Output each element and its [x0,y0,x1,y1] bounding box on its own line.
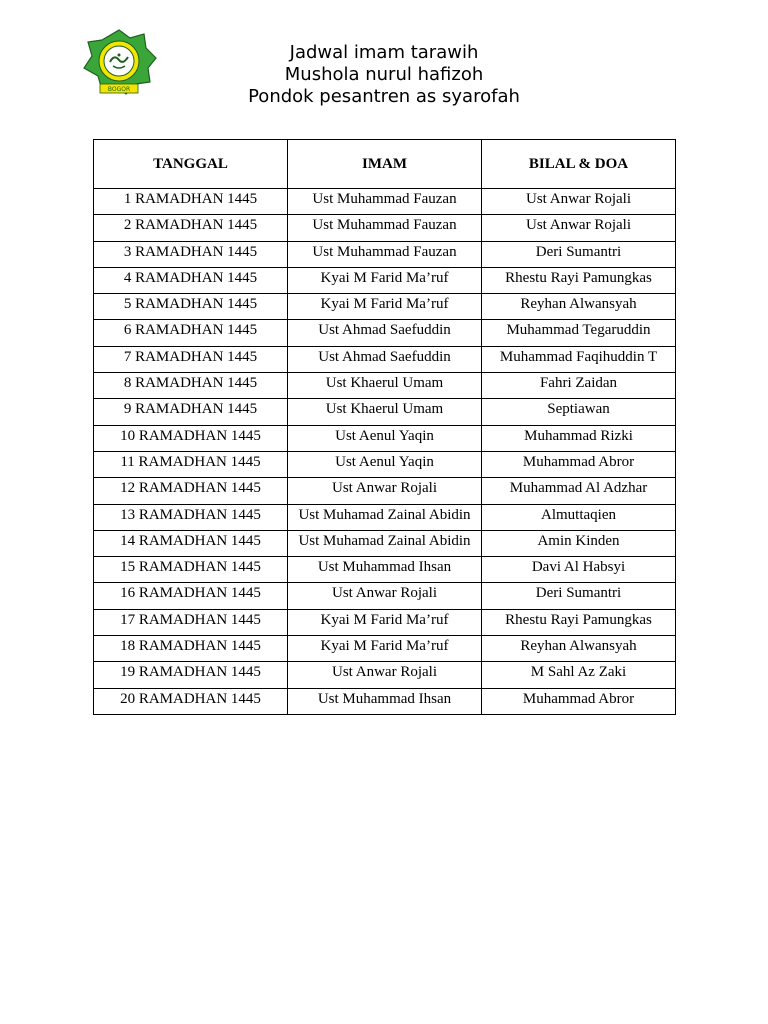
table-row [94,189,676,215]
table-row [94,241,676,267]
bilal-doa-cell: Muhammad Rizki [482,425,676,451]
tanggal-cell: 15 RAMADHAN 1445 [94,557,288,583]
bilal-doa-cell: Almuttaqien [482,504,676,530]
imam-cell: Ust Muhamad Zainal Abidin [288,504,482,530]
bilal-doa-cell: Septiawan [482,399,676,425]
imam-cell: Ust Ahmad Saefuddin [288,346,482,372]
table-header-row [94,140,676,189]
tanggal-cell: 3 RAMADHAN 1445 [94,241,288,267]
imam-cell: Ust Muhammad Fauzan [288,215,482,241]
column-header-bilal-doa: BILAL & DOA [482,140,676,189]
tanggal-cell: 18 RAMADHAN 1445 [94,636,288,662]
bilal-doa-cell: Muhammad Faqihuddin T [482,346,676,372]
header-title: Jadwal imam tarawih [289,42,479,63]
imam-cell: Ust Anwar Rojali [288,583,482,609]
table-row [94,320,676,346]
tanggal-cell: 14 RAMADHAN 1445 [94,530,288,556]
imam-cell: Ust Muhammad Fauzan [288,189,482,215]
header-subtitle-pondok: Pondok pesantren as syarofah [248,86,520,107]
column-header-imam: IMAM [288,140,482,189]
header-subtitle-mushola: Mushola nurul hafizoh [284,64,484,85]
table-row [94,504,676,530]
schedule-table [93,139,676,715]
table-row [94,373,676,399]
bilal-doa-cell: Rhestu Rayi Pamungkas [482,267,676,293]
table-row [94,294,676,320]
table-row [94,530,676,556]
tanggal-cell: 5 RAMADHAN 1445 [94,294,288,320]
imam-cell: Ust Anwar Rojali [288,478,482,504]
table-row [94,399,676,425]
tanggal-cell: 8 RAMADHAN 1445 [94,373,288,399]
table-row [94,636,676,662]
bilal-doa-cell: Fahri Zaidan [482,373,676,399]
imam-cell: Kyai M Farid Ma’ruf [288,609,482,635]
imam-cell: Kyai M Farid Ma’ruf [288,267,482,293]
imam-cell: Ust Muhammad Ihsan [288,688,482,714]
column-header-tanggal: TANGGAL [94,140,288,189]
bilal-doa-cell: Muhammad Abror [482,688,676,714]
table-row [94,557,676,583]
bilal-doa-cell: Reyhan Alwansyah [482,294,676,320]
imam-cell: Ust Muhammad Fauzan [288,241,482,267]
tanggal-cell: 2 RAMADHAN 1445 [94,215,288,241]
imam-cell: Ust Anwar Rojali [288,662,482,688]
logo-caption: BOGOR [107,86,131,93]
table-row [94,425,676,451]
bilal-doa-cell: Ust Anwar Rojali [482,215,676,241]
table-row [94,478,676,504]
bilal-doa-cell: Reyhan Alwansyah [482,636,676,662]
tanggal-cell: 4 RAMADHAN 1445 [94,267,288,293]
tanggal-cell: 17 RAMADHAN 1445 [94,609,288,635]
tanggal-cell: 9 RAMADHAN 1445 [94,399,288,425]
tanggal-cell: 7 RAMADHAN 1445 [94,346,288,372]
table-body [94,189,676,715]
imam-cell: Ust Ahmad Saefuddin [288,320,482,346]
bilal-doa-cell: Deri Sumantri [482,241,676,267]
table-row [94,583,676,609]
imam-cell: Ust Aenul Yaqin [288,425,482,451]
bilal-doa-cell: Muhammad Tegaruddin [482,320,676,346]
table-row [94,215,676,241]
tanggal-cell: 16 RAMADHAN 1445 [94,583,288,609]
imam-cell: Ust Khaerul Umam [288,399,482,425]
table-row [94,688,676,714]
tanggal-cell: 12 RAMADHAN 1445 [94,478,288,504]
table-row [94,267,676,293]
imam-cell: Ust Muhamad Zainal Abidin [288,530,482,556]
bilal-doa-cell: Deri Sumantri [482,583,676,609]
tanggal-cell: 11 RAMADHAN 1445 [94,451,288,477]
imam-cell: Ust Khaerul Umam [288,373,482,399]
bilal-doa-cell: Davi Al Habsyi [482,557,676,583]
bilal-doa-cell: Amin Kinden [482,530,676,556]
bilal-doa-cell: M Sahl Az Zaki [482,662,676,688]
bilal-doa-cell: Muhammad Al Adzhar [482,478,676,504]
document-header [0,42,768,108]
tanggal-cell: 13 RAMADHAN 1445 [94,504,288,530]
table-row [94,609,676,635]
bilal-doa-cell: Rhestu Rayi Pamungkas [482,609,676,635]
tanggal-cell: 10 RAMADHAN 1445 [94,425,288,451]
tanggal-cell: 19 RAMADHAN 1445 [94,662,288,688]
table-row [94,451,676,477]
imam-cell: Kyai M Farid Ma’ruf [288,294,482,320]
imam-cell: Ust Aenul Yaqin [288,451,482,477]
table-row [94,662,676,688]
imam-cell: Kyai M Farid Ma’ruf [288,636,482,662]
table-row [94,346,676,372]
bilal-doa-cell: Muhammad Abror [482,451,676,477]
tanggal-cell: 1 RAMADHAN 1445 [94,189,288,215]
tanggal-cell: 20 RAMADHAN 1445 [94,688,288,714]
bilal-doa-cell: Ust Anwar Rojali [482,189,676,215]
tanggal-cell: 6 RAMADHAN 1445 [94,320,288,346]
imam-cell: Ust Muhammad Ihsan [288,557,482,583]
